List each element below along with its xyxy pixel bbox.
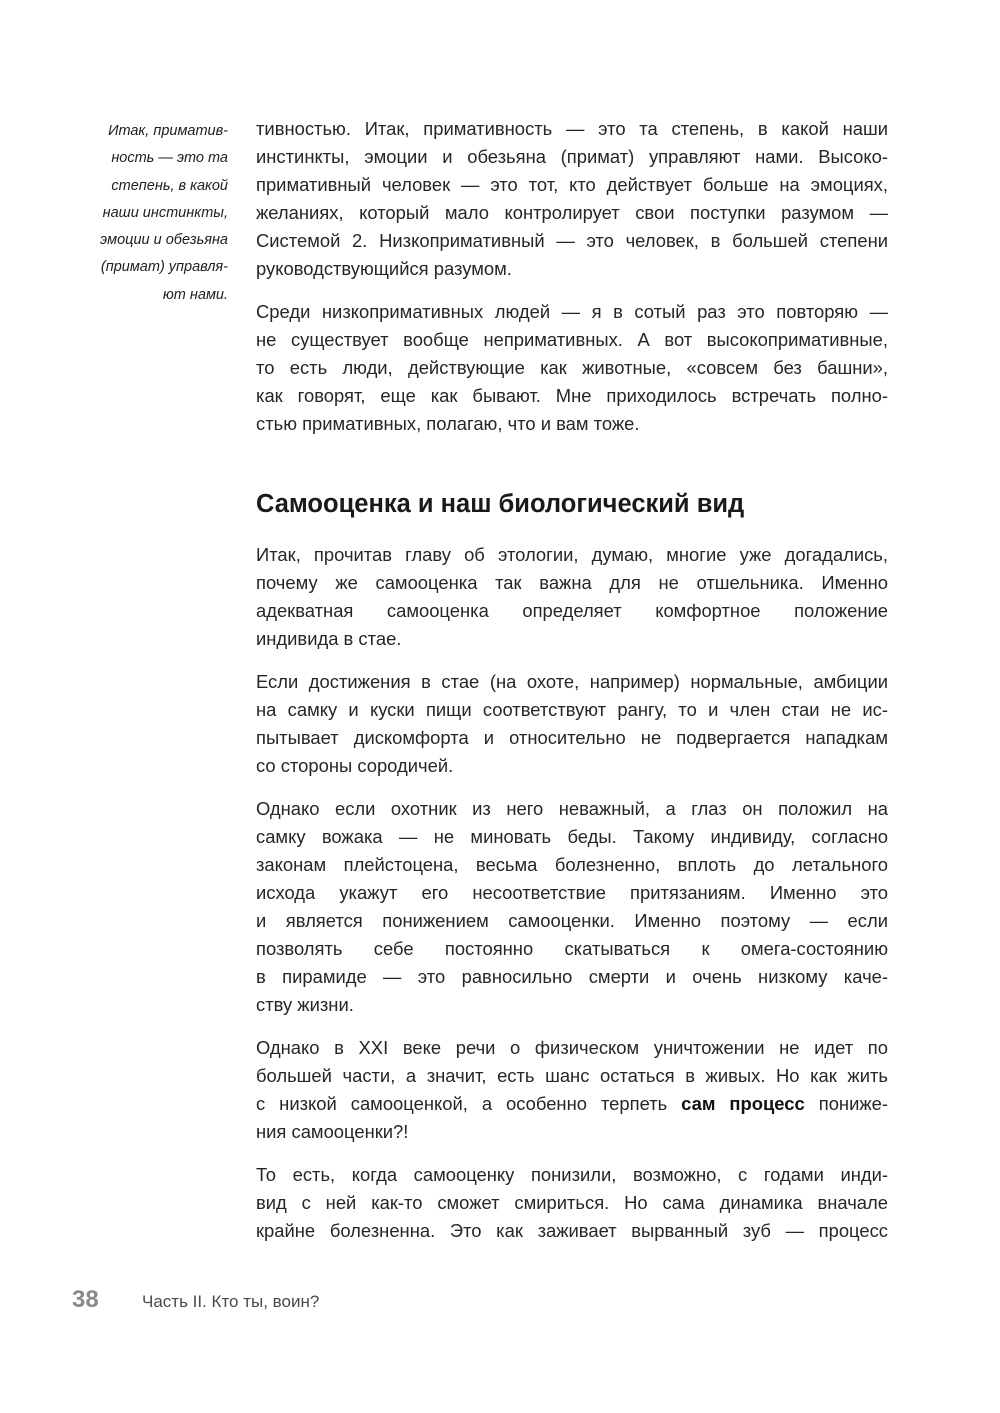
text-line: и является понижением самооценки. Именно поэтому — если (256, 910, 888, 931)
text-line: пытывает дискомфорта и относительно не подвергается нападкам (256, 727, 888, 748)
text-line: Однако в XXI веке речи о физическом уничтожении не идет по (256, 1037, 888, 1058)
main-text-column (256, 115, 888, 1260)
text-line: Однако если охотник из него неважный, а глаз он положил на (256, 798, 888, 819)
paragraph-7 (256, 1161, 888, 1245)
text-line: то есть люди, действующие как животные, «совсем без башни», (256, 357, 888, 378)
paragraph-4 (256, 668, 888, 780)
margin-note (60, 118, 228, 309)
text-line: вид с ней как-то сможет смириться. Но сама динамика вначале (256, 1192, 888, 1213)
text-line: Итак, прочитав главу об этологии, думаю, многие уже догадались, (256, 544, 888, 565)
text-line: индивида в стае. (256, 628, 402, 649)
emphasis-bold: сам процесс (681, 1093, 805, 1114)
text-line: То есть, когда самооценку понизили, возможно, с годами инди- (256, 1164, 888, 1185)
margin-note-line: степень, в какой (111, 177, 228, 194)
text-line: законам плейстоцена, весьма болезненно, вплоть до летального (256, 854, 888, 875)
text-line: тивностью. Итак, примативность — это та степень, в какой наши (256, 118, 888, 139)
text-line: Системой 2. Низкопримативный — это человек, в большей степени (256, 230, 888, 251)
text-run: пониже- (804, 1093, 889, 1114)
text-line: крайне болезненна. Это как заживает вырванный зуб — процесс (256, 1220, 888, 1241)
section-heading: Самооценка и наш биологический вид (256, 490, 745, 518)
page-footer (72, 1286, 319, 1314)
text-run: с низкой самооценкой, а особенно терпеть (256, 1093, 682, 1114)
paragraph-6 (256, 1034, 888, 1146)
margin-note-line: эмоции и обезьяна (100, 232, 228, 249)
text-line: стью примативных, полагаю, что и вам тоже. (256, 413, 640, 434)
text-line: большей части, а значит, есть шанс остаться в живых. Но как жить (256, 1065, 888, 1086)
page-number: 38 (72, 1286, 99, 1313)
paragraph-5 (256, 795, 888, 1019)
text-line: позволять себе постоянно скатываться к омега-состоянию (256, 938, 888, 959)
margin-note-line: ют нами. (162, 286, 228, 303)
text-line: Если достижения в стае (на охоте, например) нормальные, амбиции (256, 671, 888, 692)
text-line: ния самооценки?! (256, 1121, 409, 1142)
paragraph-1 (256, 115, 888, 283)
text-line: инстинкты, эмоции и обезьяна (примат) управляют нами. Высоко- (256, 146, 888, 167)
margin-note-line: (примат) управля- (100, 259, 228, 276)
text-line: не существует вообще непримативных. А вот высокопримативные, (256, 329, 888, 350)
text-line: Среди низкопримативных людей — я в сотый раз это повторяю — (256, 301, 888, 322)
text-line: руководствующийся разумом. (256, 258, 512, 279)
paragraph-3 (256, 541, 888, 653)
text-line-with-emphasis (256, 1090, 888, 1118)
text-line: как говорят, еще как бывают. Мне приходилось встречать полно- (256, 385, 888, 406)
margin-note-line: ность — это та (111, 150, 228, 167)
running-title: Часть II. Кто ты, воин? (142, 1292, 320, 1311)
text-line: адекватная самооценка определяет комфортное положение (256, 600, 888, 621)
text-line: желаниях, который мало контролирует свои поступки разумом — (256, 202, 888, 223)
paragraph-2 (256, 298, 888, 438)
margin-note-line: Итак, приматив- (108, 123, 228, 139)
text-line: почему же самооценка так важна для не отшельника. Именно (256, 572, 888, 593)
text-line: ству жизни. (256, 994, 354, 1015)
text-line: со стороны сородичей. (256, 755, 454, 776)
text-line: в пирамиде — это равносильно смерти и очень низкому каче- (256, 966, 888, 987)
text-line: исхода укажут его несоответствие притязаниям. Именно это (256, 882, 888, 903)
margin-note-line: наши инстинкты, (102, 204, 228, 221)
text-line: примативный человек — это тот, кто действует больше на эмоциях, (256, 174, 888, 195)
text-line: на самку и куски пищи соответствуют рангу, то и член стаи не ис- (256, 699, 888, 720)
text-line: самку вожака — не миновать беды. Такому индивиду, согласно (256, 826, 888, 847)
